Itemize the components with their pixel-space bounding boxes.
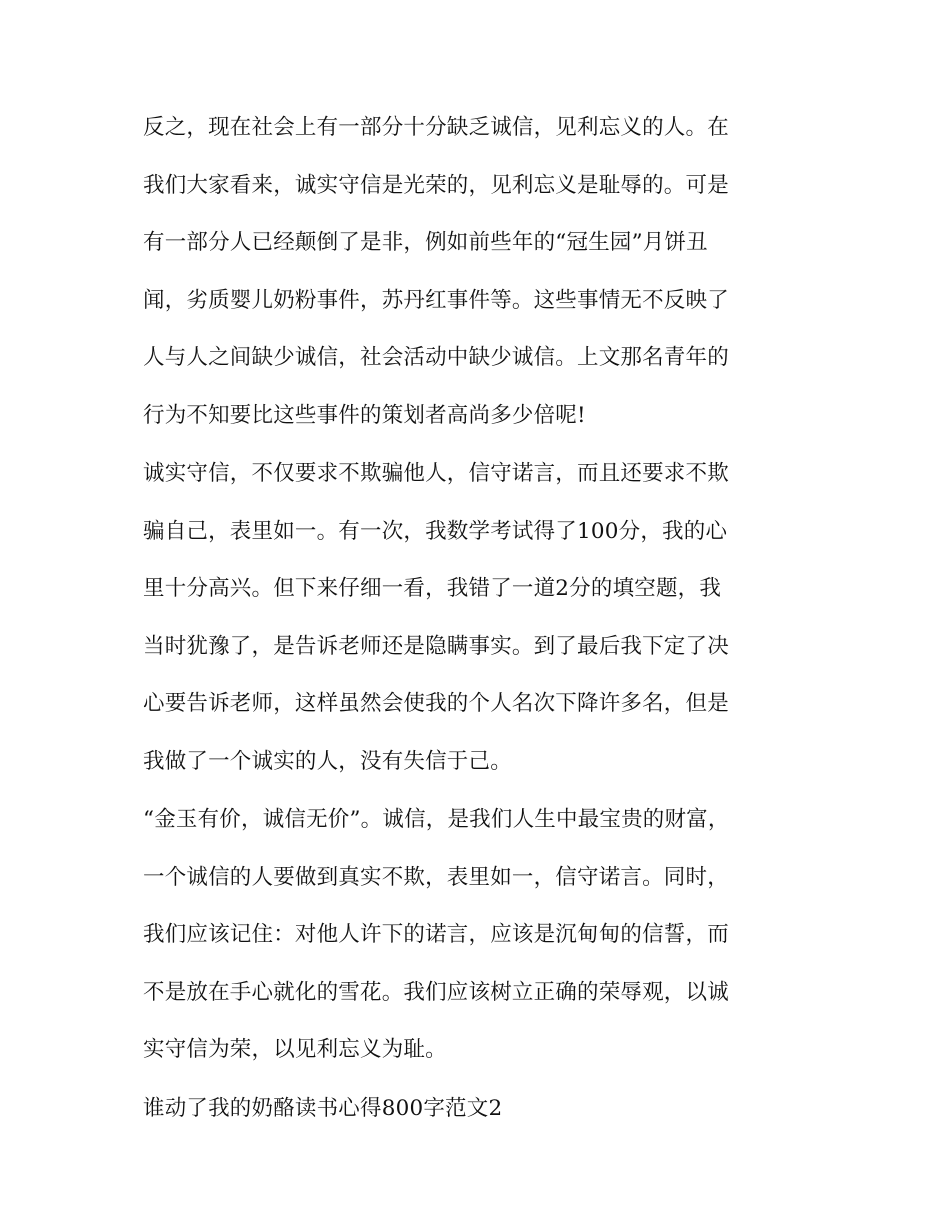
text-line: 诚实守信，不仅要求不欺骗他人，信守诺言，而且还要求不欺	[143, 461, 729, 486]
text-line: 当时犹豫了，是告诉老师还是隐瞒事实。到了最后我下定了决	[143, 633, 729, 659]
text-line: 我们大家看来，诚实守信是光荣的，见利忘义是耻辱的。可是	[143, 172, 729, 198]
section-heading: 谁动了我的奶酪读书心得800字范文2	[143, 1095, 503, 1121]
text-line: 一个诚信的人要做到真实不欺，表里如一，信守诺言。同时，	[143, 864, 729, 890]
text-line: “金玉有价，诚信无价”。诚信，是我们人生中最宝贵的财富，	[143, 807, 730, 832]
paragraph-2	[143, 445, 823, 790]
text-line: 我们应该记住：对他人许下的诺言，应该是沉甸甸的信誓，而	[143, 922, 729, 947]
paragraph-1	[143, 99, 823, 444]
text-line: 闻，劣质婴儿奶粉事件，苏丹红事件等。这些事情无不反映了	[143, 287, 729, 313]
text-line: 实守信为荣，以见利忘义为耻。	[143, 1037, 447, 1062]
paragraph-3	[143, 791, 823, 1079]
document-body	[143, 99, 823, 1137]
text-line: 不是放在手心就化的雪花。我们应该树立正确的荣辱观，以诚	[143, 979, 729, 1005]
text-line: 反之，现在社会上有一部分十分缺乏诚信，见利忘义的人。在	[143, 115, 729, 140]
text-line: 心要告诉老师，这样虽然会使我的个人名次下降许多名，但是	[143, 691, 729, 716]
text-line: 有一部分人已经颠倒了是非，例如前些年的“冠生园”月饼丑	[143, 230, 708, 255]
text-line: 行为不知要比这些事件的策划者高尚多少倍呢!	[143, 402, 586, 428]
text-line: 里十分高兴。但下来仔细一看，我错了一道2分的填空题，我	[143, 576, 722, 601]
text-line: 骗自己，表里如一。有一次，我数学考试得了100分，我的心	[143, 518, 728, 544]
text-line: 人与人之间缺少诚信，社会活动中缺少诚信。上文那名青年的	[143, 345, 729, 370]
text-line: 我做了一个诚实的人，没有失信于己。	[143, 748, 512, 774]
